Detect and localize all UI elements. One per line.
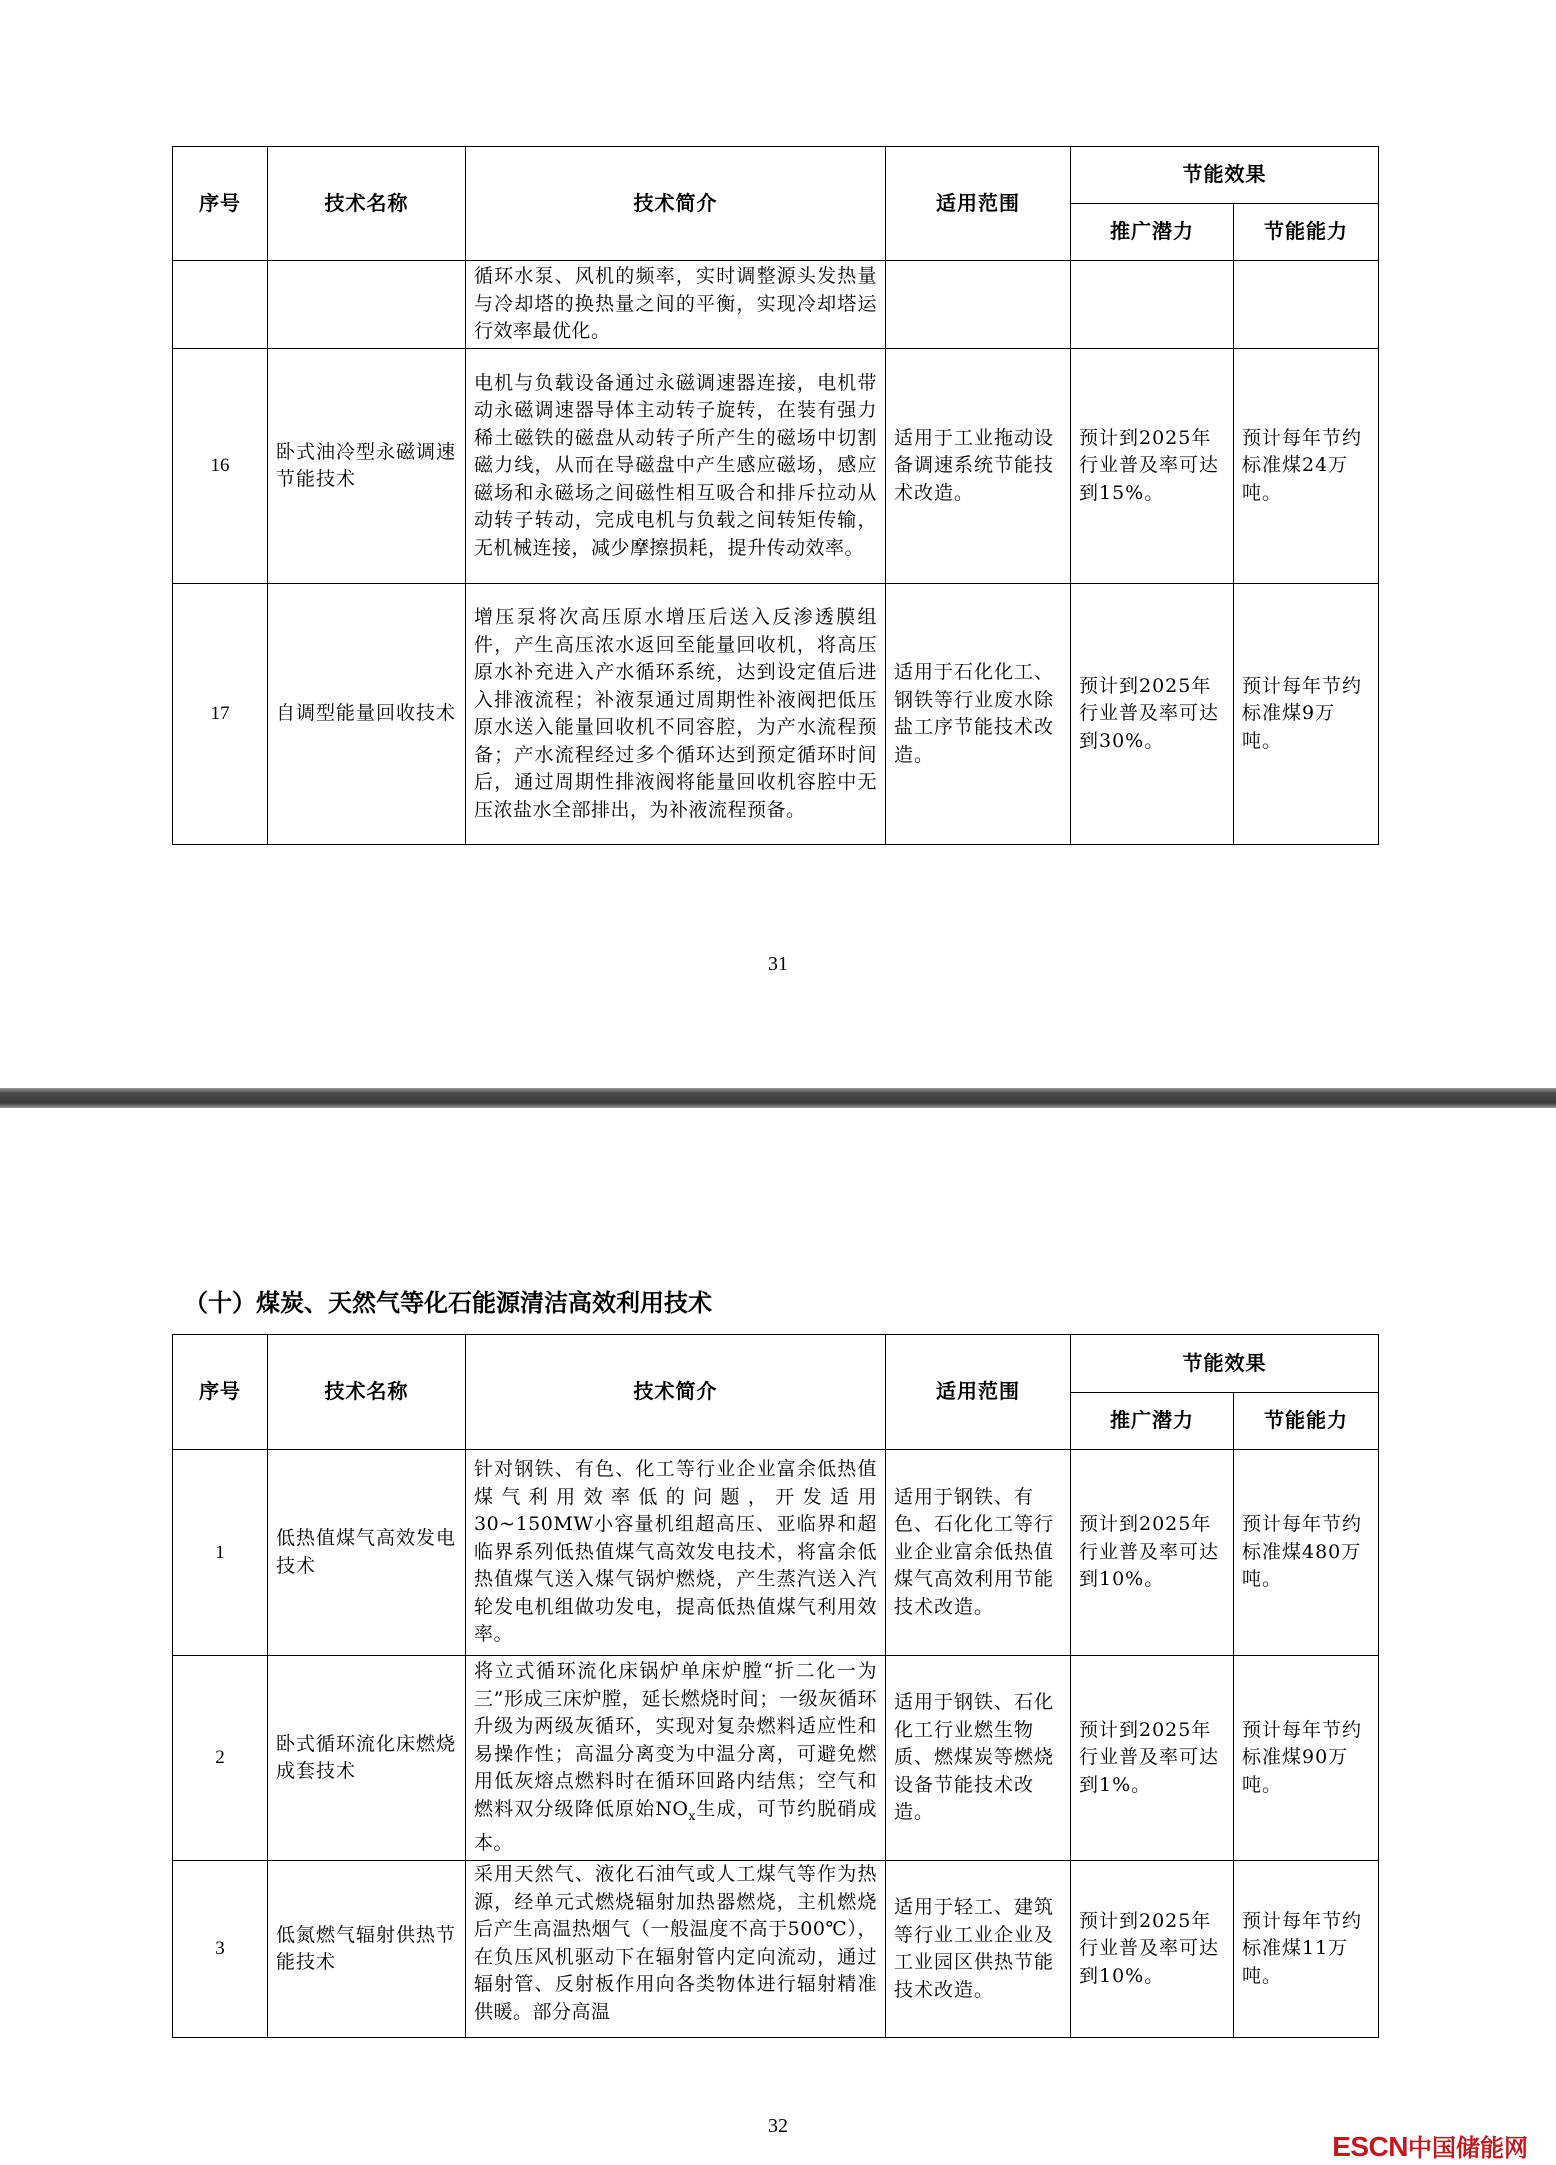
row-potential: 预计到2025年行业普及率可达到10%。 [1071,1450,1234,1656]
row-name: 低氮燃气辐射供热节能技术 [268,1861,466,2038]
header-effect: 节能效果 [1071,1335,1379,1393]
row-no [173,261,268,349]
logo-latin: ESCN [1332,2131,1408,2162]
row-no: 17 [173,584,268,845]
row-capacity [1234,261,1379,349]
row-capacity: 预计每年节约标准煤480万吨。 [1234,1450,1379,1656]
header-no: 序号 [173,147,268,261]
table-row [173,349,1379,584]
header-effect: 节能效果 [1071,147,1379,204]
logo-chinese: 中国储能网 [1408,2134,1528,2162]
page-divider [0,1088,1556,1108]
row-capacity: 预计每年节约标准煤11万吨。 [1234,1861,1379,2038]
row-scope: 适用于钢铁、有色、石化化工等行业企业富余低热值煤气高效利用节能技术改造。 [886,1450,1071,1656]
row-potential: 预计到2025年行业普及率可达到10%。 [1071,1861,1234,2038]
energy-tech-table-p31 [172,146,1379,845]
table-row [173,1656,1379,1861]
row-scope: 适用于工业拖动设备调速系统节能技术改造。 [886,349,1071,584]
row-intro: 针对钢铁、有色、化工等行业企业富余低热值煤气利用效率低的问题，开发适用30~150MW小容量机组超高压、亚临界和超临界系列低热值煤气高效发电技术，将富余低热值煤气送入煤气锅炉燃烧，产生蒸汽送入汽轮发电机组做功发电，提高低热值煤气利用效率。 [466,1450,886,1656]
row-scope: 适用于钢铁、石化化工行业燃生物质、燃煤炭等燃烧设备节能技术改造。 [886,1656,1071,1861]
header-scope: 适用范围 [886,1335,1071,1450]
table-row [173,1861,1379,2038]
header-no: 序号 [173,1335,268,1450]
row-name [268,261,466,349]
row-scope [886,261,1071,349]
row-capacity: 预计每年节约标准煤24万吨。 [1234,349,1379,584]
row-name: 卧式循环流化床燃烧成套技术 [268,1656,466,1861]
row-intro: 增压泵将次高压原水增压后送入反渗透膜组件，产生高压浓水返回至能量回收机，将高压原水补充进入产水循环系统，达到设定值后进入排液流程；补液泵通过周期性补液阀把低压原水送入能量回收机不同容腔，为产水流程预备；产水流程经过多个循环达到预定循环时间后，通过周期性排液阀将能量回收机容腔中无压浓盐水全部排出，为补液流程预备。 [466,584,886,845]
row-no: 3 [173,1861,268,2038]
row-potential: 预计到2025年行业普及率可达到1%。 [1071,1656,1234,1861]
energy-tech-table-p32 [172,1334,1379,2038]
header-capacity: 节能能力 [1234,204,1379,261]
escn-logo [1332,2128,1528,2163]
header-potential: 推广潜力 [1071,1393,1234,1450]
row-name: 卧式油冷型永磁调速节能技术 [268,349,466,584]
header-intro: 技术简介 [466,1335,886,1450]
row-scope: 适用于石化化工、钢铁等行业废水除盐工序节能技术改造。 [886,584,1071,845]
row-capacity: 预计每年节约标准煤90万吨。 [1234,1656,1379,1861]
row-potential: 预计到2025年行业普及率可达到30%。 [1071,584,1234,845]
page-number: 31 [768,953,788,975]
row-capacity: 预计每年节约标准煤9万吨。 [1234,584,1379,845]
header-name: 技术名称 [268,1335,466,1450]
row-intro: 将立式循环流化床锅炉单床炉膛“折二化一为三”形成三床炉膛，延长燃烧时间；一级灰循环升级为两级灰循环，实现对复杂燃料适应性和易操作性；高温分离变为中温分离，可避免燃用低灰熔点燃料时在循环回路内结焦；空气和燃料双分级降低原始$NO_x$生成，可节约脱硝成本。 [466,1656,886,1861]
page-number: 32 [768,2115,788,2137]
header-potential: 推广潜力 [1071,204,1234,261]
header-name: 技术名称 [268,147,466,261]
row-no: 2 [173,1656,268,1861]
row-intro: 循环水泵、风机的频率，实时调整源头发热量与冷却塔的换热量之间的平衡，实现冷却塔运行效率最优化。 [466,261,886,349]
table-row [173,261,1379,349]
row-name: 自调型能量回收技术 [268,584,466,845]
header-capacity: 节能能力 [1234,1393,1379,1450]
section-title: （十）煤炭、天然气等化石能源清洁高效利用技术 [184,1289,712,1317]
row-intro: 采用天然气、液化石油气或人工煤气等作为热源，经单元式燃烧辐射加热器燃烧，主机燃烧后产生高温热烟气（一般温度不高于500℃），在负压风机驱动下在辐射管内定向流动，通过辐射管、反射板作用向各类物体进行辐射精准供暖。部分高温 [466,1861,886,2038]
table-row [173,1450,1379,1656]
row-name: 低热值煤气高效发电技术 [268,1450,466,1656]
row-scope: 适用于轻工、建筑等行业工业企业及工业园区供热节能技术改造。 [886,1861,1071,2038]
row-no: 1 [173,1450,268,1656]
row-no: 16 [173,349,268,584]
table-row [173,584,1379,845]
header-intro: 技术简介 [466,147,886,261]
row-intro: 电机与负载设备通过永磁调速器连接，电机带动永磁调速器导体主动转子旋转，在装有强力稀土磁铁的磁盘从动转子所产生的磁场中切割磁力线，从而在导磁盘中产生感应磁场，感应磁场和永磁场之间磁性相互吸合和排斥拉动从动转子转动，完成电机与负载之间转矩传输，无机械连接，减少摩擦损耗，提升传动效率。 [466,349,886,584]
row-potential: 预计到2025年行业普及率可达到15%。 [1071,349,1234,584]
header-scope: 适用范围 [886,147,1071,261]
row-potential [1071,261,1234,349]
